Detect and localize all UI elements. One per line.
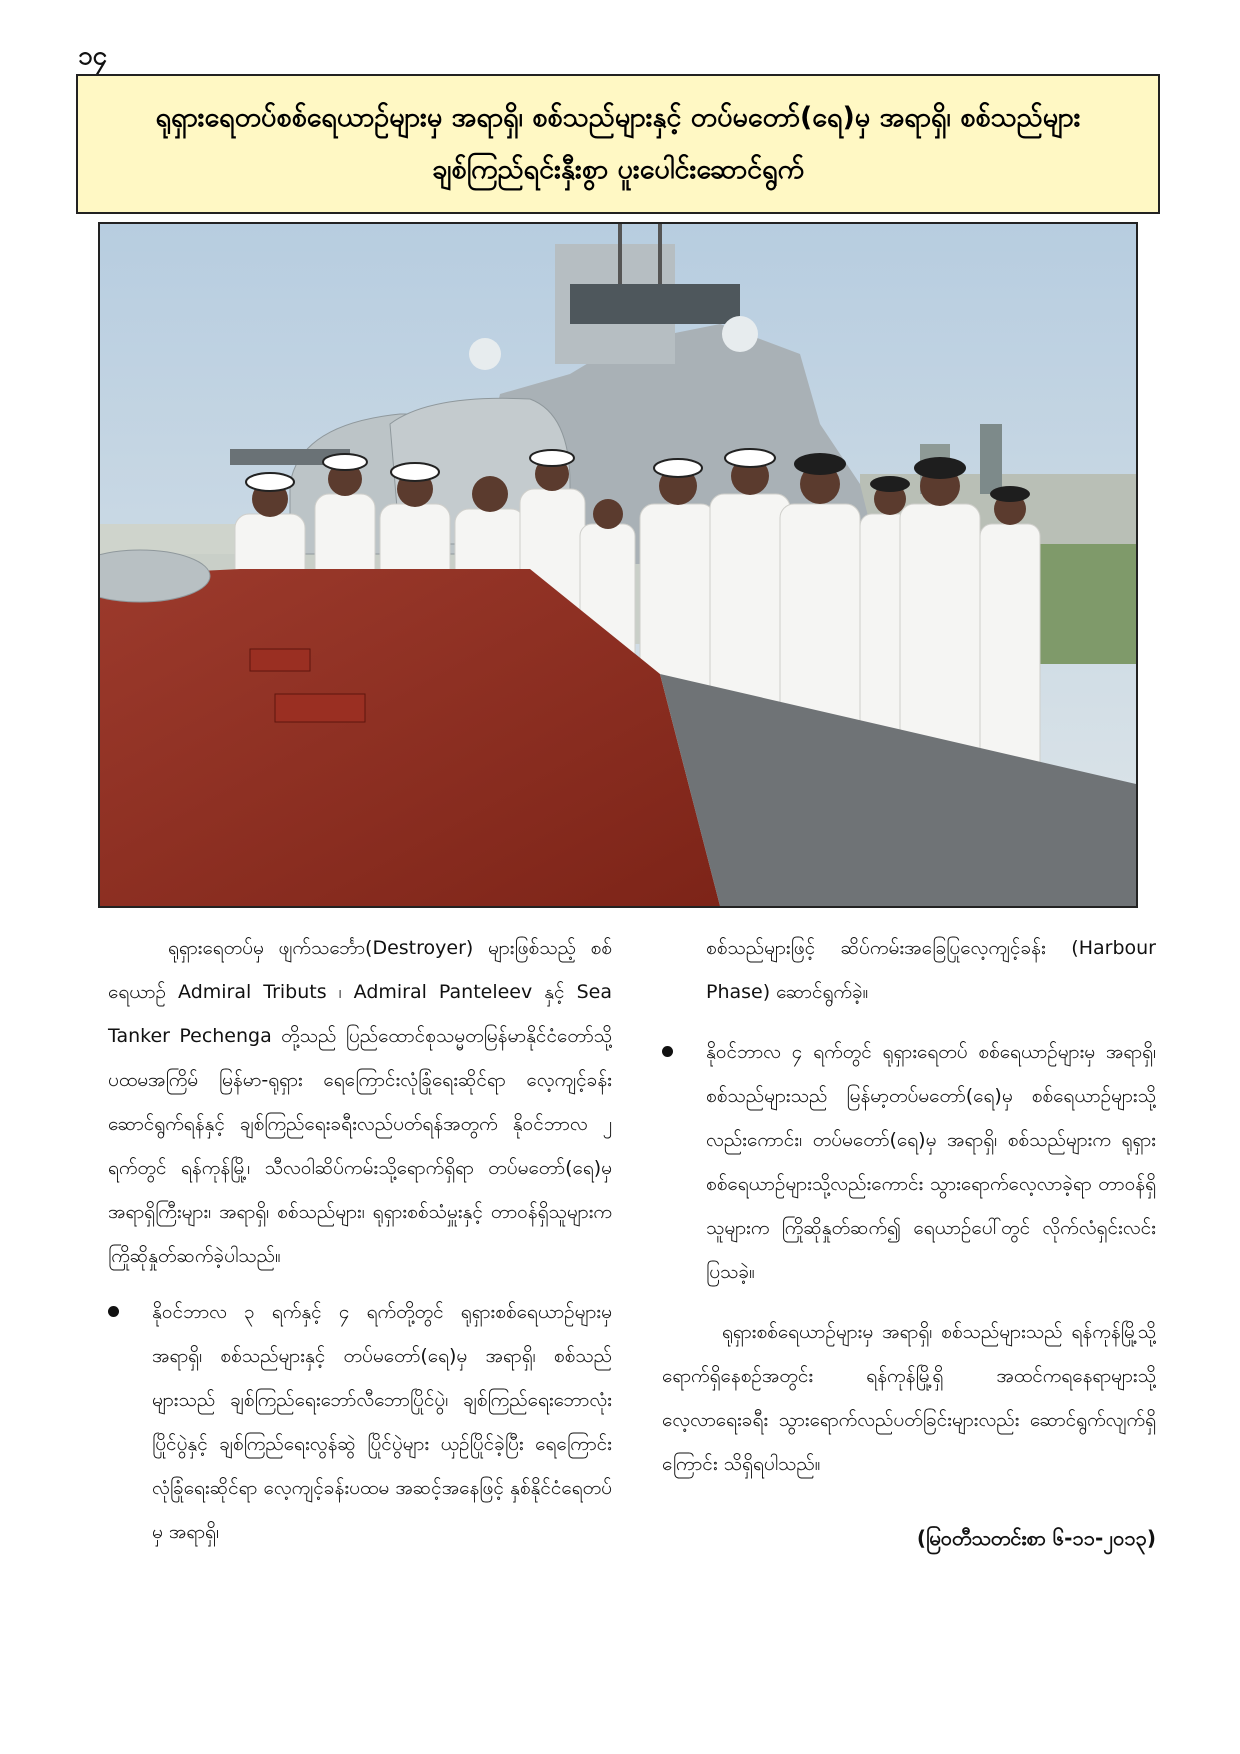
source-citation: (မြဝတီသတင်းစာ ၆-၁၁-၂၀၁၃) (916, 1526, 1156, 1550)
page-number: ၁၄ (78, 41, 108, 71)
title-banner (76, 74, 1160, 214)
news-photo (98, 222, 1138, 908)
page-title: ရုရှားရေတပ်စစ်ရေယာဉ်များမှ အရာရှိ၊ စစ်သည်များနှင့် တပ်မတော်(ရေ)မှ အရာရှိ၊ စစ်သည်များ ချစ်ကြည်ရင်းနှီးစွာ ပူးပေါင်းဆောင်ရွက် (155, 102, 1081, 185)
bullet-icon (108, 1306, 119, 1317)
bullet-text: နိုဝင်ဘာလ ၃ ရက်နှင့် ၄ ရက်တို့တွင် ရုရှားစစ်ရေယာဉ်များမှ အရာရှိ၊ စစ်သည်များနှင့် တပ်မတော်(ရေ)မှ အရာရှိ၊ စစ်သည်များသည် ချစ်ကြည်ရေးဘော်လီဘောပြိုင်ပွဲ၊ ချစ်ကြည်ရေးဘောလုံးပြိုင်ပွဲနှင့် ချစ်ကြည်ရေးလွန်ဆွဲ ပြိုင်ပွဲများ ယှဉ်ပြိုင်ခဲ့ပြီး ရေကြောင်းလုံခြုံရေးဆိုင်ရာ လေ့ကျင့်ခန်းပထမ အဆင့်အနေဖြင့် နှစ်နိုင်ငံရေတပ်မှ အရာရှိ၊ (152, 1301, 612, 1543)
bullet-item (662, 1030, 1156, 1294)
article-right-column (662, 926, 1156, 1560)
bullet-continuation: စစ်သည်များဖြင့် ဆိပ်ကမ်းအခြေပြုလေ့ကျင့်ခန်း (Harbour Phase) ဆောင်ရွက်ခဲ့။ (706, 937, 1156, 1003)
bullet-text: နိုဝင်ဘာလ ၄ ရက်တွင် ရုရှားရေတပ် စစ်ရေယာဉ်များမှ အရာရှိ၊ စစ်သည်များသည် မြန်မာ့တပ်မတော်(ရေ)မှ စစ်ရေယာဉ်များသို့လည်းကောင်း၊ တပ်မတော်(ရေ)မှ အရာရှိ၊ စစ်သည်များက ရုရှားစစ်ရေယာဉ်များသို့လည်းကောင်း သွားရောက်လေ့လာခဲ့ရာ တာဝန်ရှိသူများက ကြိုဆိုနှုတ်ဆက်၍ ရေယာဉ်ပေါ်တွင် လိုက်လံရှင်းလင်းပြသခဲ့။ (706, 1041, 1156, 1283)
bullet-item (108, 1290, 612, 1554)
article-left-column (108, 926, 612, 1554)
article-paragraph: ရုရှားရေတပ်မှ ဖျက်သင်္ဘော(Destroyer) များဖြစ်သည့် စစ်ရေယာဉ် Admiral Tributs ၊ Admiral Panteleev နှင့် Sea Tanker Pechenga တို့သည် ပြည်ထောင်စုသမ္မတမြန်မာနိုင်ငံတော်သို့ ပထမအကြိမ် မြန်မာ-ရုရှား ရေကြောင်းလုံခြုံရေးဆိုင်ရာ လေ့ကျင့်ခန်းဆောင်ရွက်ရန်နှင့် ချစ်ကြည်ရေးခရီးလည်ပတ်ရန်အတွက် နိုဝင်ဘာလ ၂ ရက်တွင် ရန်ကုန်မြို့၊ သီလဝါဆိပ်ကမ်းသို့ရောက်ရှိရာ တပ်မတော်(ရေ)မှ အရာရှိကြီးများ၊ အရာရှိ၊ စစ်သည်များ၊ ရုရှားစစ်သံမှူးနှင့် တာဝန်ရှိသူများက ကြိုဆိုနှုတ်ဆက်ခဲ့ပါသည်။ (108, 937, 612, 1267)
bullet-icon (662, 1046, 673, 1057)
article-paragraph: ရုရှားစစ်ရေယာဉ်များမှ အရာရှိ၊ စစ်သည်များသည် ရန်ကုန်မြို့သို့ ရောက်ရှိနေစဉ်အတွင်း ရန်ကုန်မြို့ရှိ အထင်ကရနေရာများသို့ လေ့လာရေးခရီး သွားရောက်လည်ပတ်ခြင်းများလည်း ဆောင်ရွက်လျက်ရှိကြောင်း သိရှိရပါသည်။ (662, 1321, 1156, 1475)
